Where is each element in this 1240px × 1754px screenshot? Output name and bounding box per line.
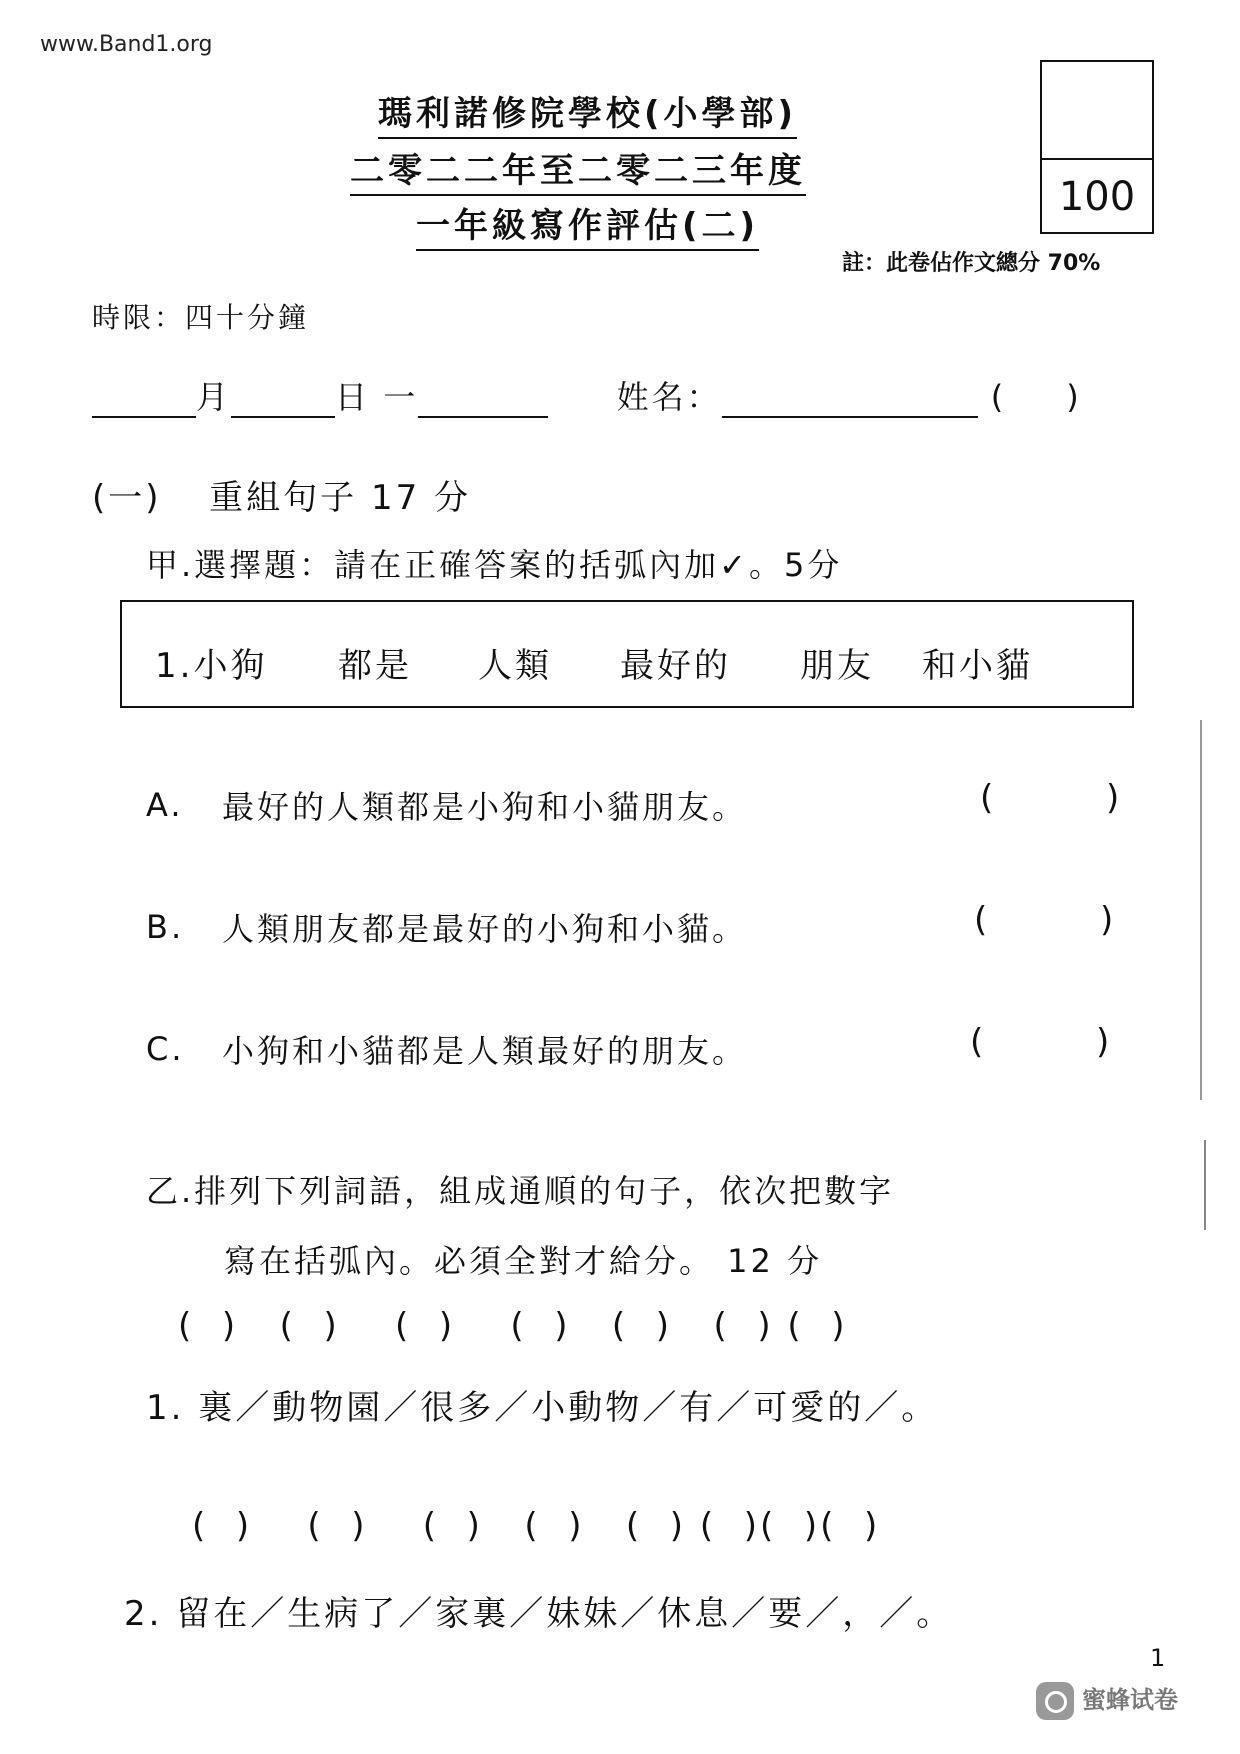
q1-text: 1. 裏／動物園／很多／小動物／有／可愛的／。 (146, 1388, 939, 1428)
month-blank[interactable] (92, 386, 196, 418)
option-c-paren-open[interactable]: ( (970, 1022, 984, 1062)
word-4: 最好的 (620, 646, 731, 686)
word-5: 朋友 (800, 646, 874, 686)
name-label: 姓名： (616, 378, 722, 416)
weekday-blank[interactable] (418, 386, 548, 418)
option-c-paren-close: ) (1096, 1022, 1110, 1062)
name-blank[interactable] (722, 386, 978, 418)
page-number: 1 (1150, 1644, 1166, 1672)
exam-title: 一年級寫作評估(二) (416, 198, 759, 251)
day-blank[interactable] (231, 386, 335, 418)
footer-logo (1036, 1680, 1178, 1720)
word-1: 1.小狗 (155, 646, 268, 686)
score-box (1040, 60, 1154, 234)
word-6: 和小貓 (922, 646, 1033, 686)
q1-answer-blanks[interactable]: ( ) ( ) ( ) ( ) ( ) ( ) ( ) (178, 1306, 848, 1346)
option-a-text: 最好的人類都是小狗和小貓朋友。 (222, 788, 748, 826)
part-a-instruction: 甲.選擇題：請在正確答案的括弧內加✓。5分 (146, 546, 843, 584)
option-a-paren-close: ) (1106, 778, 1120, 818)
class-no-paren-open: ( (990, 378, 1007, 416)
section1-title: 重組句子 17 分 (209, 478, 472, 518)
weekday-dash: 一 (383, 378, 419, 416)
score-divider (1042, 158, 1152, 160)
option-b-paren-open[interactable]: ( (974, 900, 988, 940)
time-limit: 時限：四十分鐘 (92, 301, 310, 334)
footer-logo-text: 蜜蜂试卷 (1082, 1686, 1178, 1714)
option-a-letter: A. (146, 786, 184, 824)
q2-answer-blanks[interactable]: ( ) ( ) ( ) ( ) ( ) ( )( )( ) (192, 1506, 881, 1546)
logo-icon (1036, 1682, 1074, 1720)
option-c-letter: C. (146, 1030, 185, 1068)
option-b-letter: B. (146, 908, 185, 946)
scan-edge-mark (1204, 1140, 1206, 1230)
info-line (92, 372, 1082, 418)
day-label: 日 (335, 378, 371, 416)
school-year: 二零二二年至二零二三年度 (350, 143, 806, 196)
class-no-paren-close: ) (1066, 378, 1082, 416)
month-label: 月 (196, 378, 232, 416)
word-3: 人類 (478, 646, 552, 686)
site-watermark: www.Band1.org (40, 32, 213, 57)
total-score: 100 (1058, 174, 1136, 220)
option-c-text: 小狗和小貓都是人類最好的朋友。 (222, 1032, 748, 1070)
score-note: 註：此卷佔作文總分 70% (842, 251, 1101, 276)
part-b-instruction-line2: 寫在括弧內。必須全對才給分。 12 分 (224, 1242, 823, 1280)
section1-number: (一) (92, 478, 162, 518)
section1-heading (92, 470, 471, 519)
option-b-paren-close: ) (1100, 900, 1114, 940)
scan-edge-mark (1200, 720, 1202, 1100)
option-b-text: 人類朋友都是最好的小狗和小貓。 (222, 910, 748, 948)
school-title: 瑪利諾修院學校(小學部) (378, 86, 797, 139)
part-b-instruction-line1: 乙.排列下列詞語，組成通順的句子，依次把數字 (146, 1172, 895, 1210)
option-a-paren-open[interactable]: ( (980, 778, 994, 818)
word-2: 都是 (338, 646, 412, 686)
q2-text: 2. 留在／生病了／家裏／妹妹／休息／要／，／。 (124, 1594, 954, 1634)
